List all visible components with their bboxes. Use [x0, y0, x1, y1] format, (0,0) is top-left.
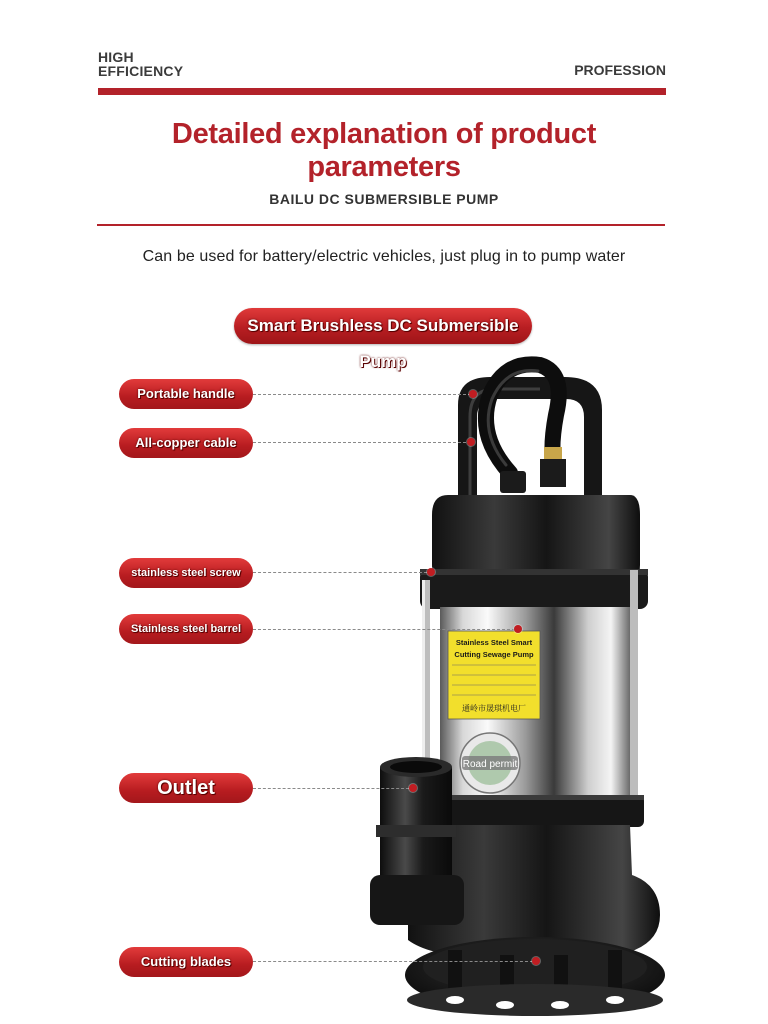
callout-cutting-blades: Cutting blades [119, 947, 253, 977]
callout-portable-handle: Portable handle [119, 379, 253, 409]
leader-line-outlet [253, 788, 409, 789]
marker-dot-barrel [514, 625, 522, 633]
leader-line-handle [253, 394, 471, 395]
pump-image [340, 355, 670, 1024]
title-line2: parameters [307, 151, 461, 183]
label-line2: Cutting Sewage Pump [454, 650, 534, 659]
leader-line-screw [253, 572, 427, 573]
leader-line-cable [253, 442, 471, 443]
marker-dot-outlet [409, 784, 417, 792]
header-left [98, 50, 183, 78]
callout-stainless-steel-barrel: Stainless steel barrel [119, 614, 253, 644]
marker-dot-handle [469, 390, 477, 398]
product-banner: Smart Brushless DC Submersible Pump [234, 308, 532, 344]
handle-graphic [458, 377, 602, 505]
header-left-line2: EFFICIENCY [98, 63, 184, 79]
divider-line [97, 224, 665, 226]
badge-text: Road permit [462, 759, 518, 770]
header-right: PROFESSION [574, 62, 666, 78]
header-red-bar [98, 88, 666, 95]
marker-dot-cable [467, 438, 475, 446]
header-left-line1: HIGH [98, 49, 134, 65]
label-maker: 通岭市晟琪机电厂 [462, 704, 526, 713]
product-subtitle: BAILU DC SUBMERSIBLE PUMP [269, 191, 499, 207]
marker-dot-blades [532, 957, 540, 965]
callout-stainless-steel-screw: stainless steel screw [119, 558, 253, 588]
label-line1: Stainless Steel Smart [455, 638, 533, 647]
page-title [0, 118, 768, 184]
callout-outlet: Outlet [119, 773, 253, 803]
leader-line-blades [253, 961, 533, 962]
tagline: Can be used for battery/electric vehicles, just plug in to pump water [142, 248, 626, 265]
callout-all-copper-cable: All-copper cable [119, 428, 253, 458]
leader-line-barrel [253, 629, 515, 630]
title-line1: Detailed explanation of product [171, 118, 597, 150]
marker-dot-screw [427, 568, 435, 576]
